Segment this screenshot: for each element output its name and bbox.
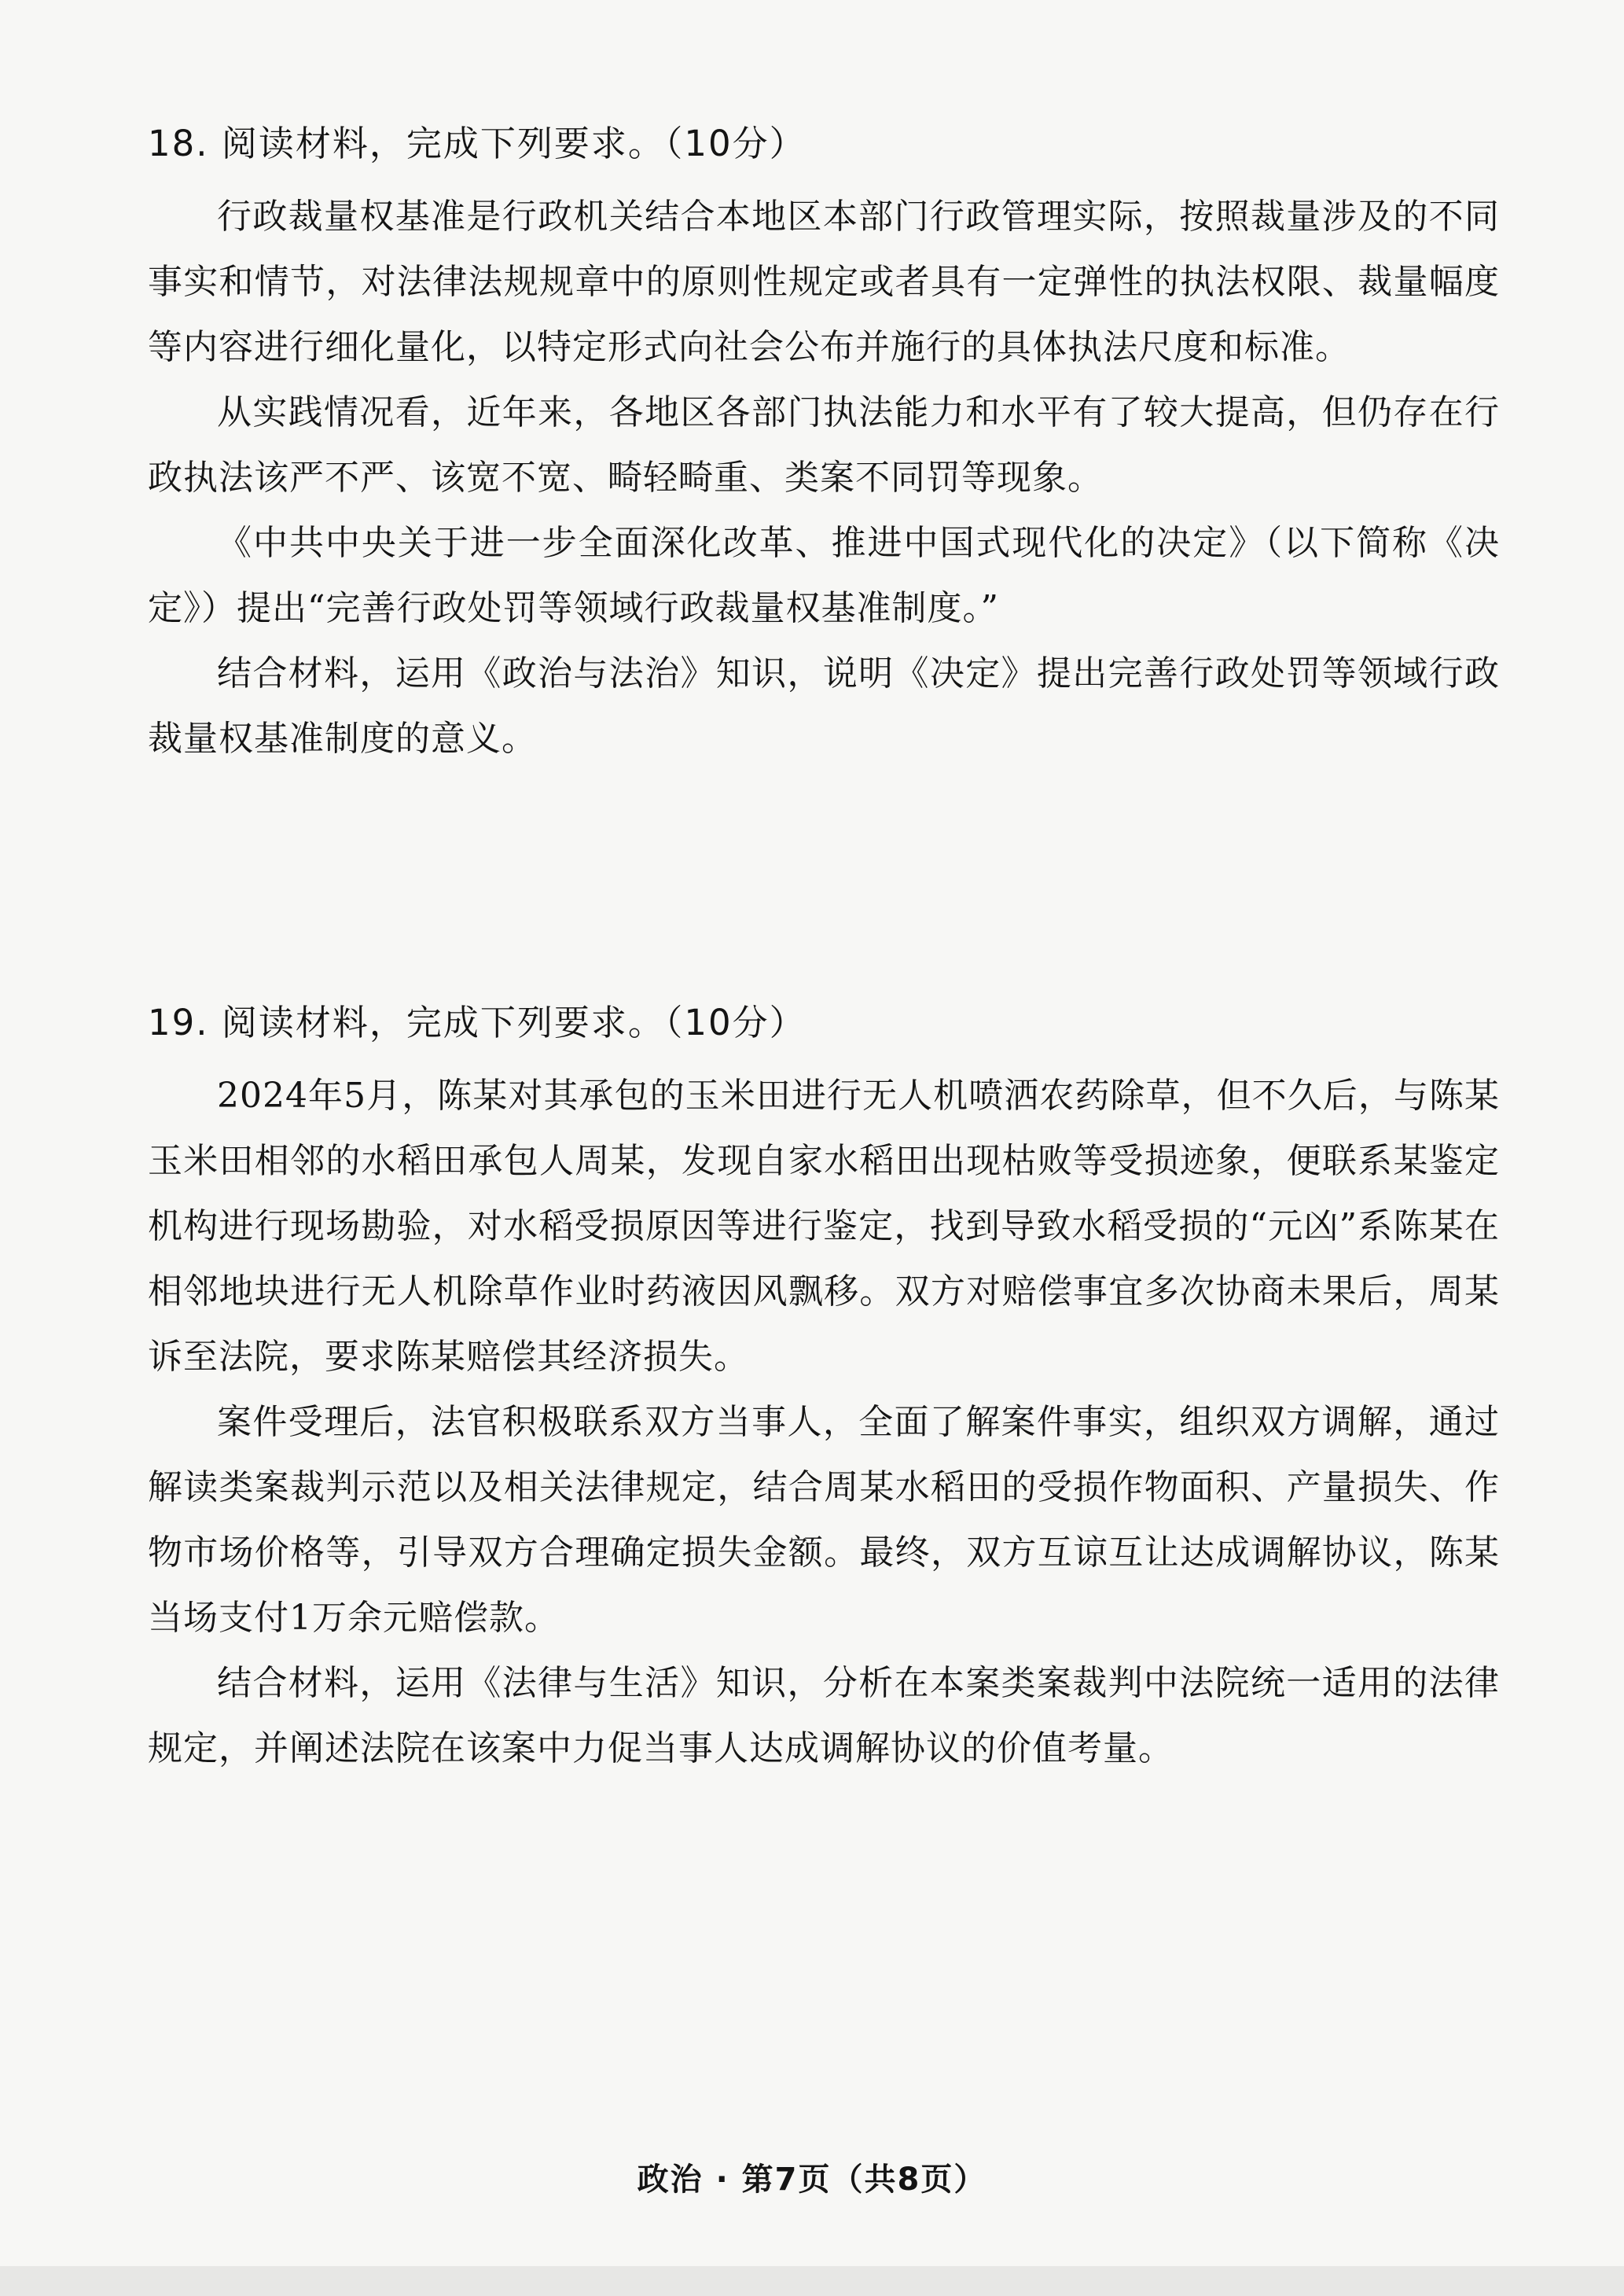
scan-edge xyxy=(0,2266,1624,2296)
question-19-heading: 19. 阅读材料，完成下列要求。（10分） xyxy=(148,1002,806,1043)
question-19-material-2: 案件受理后，法官积极联系双方当事人，全面了解案件事实，组织双方调解，通过解读类案裁判示范以及相关法律规定，结合周某水稻田的受损作物面积、产量损失、作物市场价格等，引导双方合理确定损失金额。最终，双方互谅互让达成调解协议，陈某当场支付1万余元赔偿款。 xyxy=(148,1402,1500,1638)
page-footer: 政治 · 第7页（共8页） xyxy=(637,2162,987,2198)
question-19-material-1: 2024年5月，陈某对其承包的玉米田进行无人机喷洒农药除草，但不久后，与陈某玉米田相邻的水稻田承包人周某，发现自家水稻田出现枯败等受损迹象，便联系某鉴定机构进行现场勘验，对水稻受损原因等进行鉴定，找到导致水稻受损的“元凶”系陈某在相邻地块进行无人机除草作业时药液因风飘移。双方对赔偿事宜多次协商未果后，周某诉至法院，要求陈某赔偿其经济损失。 xyxy=(148,1076,1500,1377)
question-19-task: 结合材料，运用《法律与生活》知识，分析在本案类案裁判中法院统一适用的法律规定，并阐述法院在该案中力促当事人达成调解协议的价值考量。 xyxy=(148,1663,1500,1768)
question-18-heading: 18. 阅读材料，完成下列要求。（10分） xyxy=(148,123,806,164)
question-18-task: 结合材料，运用《政治与法治》知识，说明《决定》提出完善行政处罚等领域行政裁量权基准制度的意义。 xyxy=(148,653,1500,759)
question-18 xyxy=(148,118,1500,771)
question-19 xyxy=(148,997,1500,1781)
question-18-material-3: 《中共中央关于进一步全面深化改革、推进中国式现代化的决定》（以下简称《决定》）提出“完善行政处罚等领域行政裁量权基准制度。” xyxy=(148,523,1500,628)
question-18-material-2: 从实践情况看，近年来，各地区各部门执法能力和水平有了较大提高，但仍存在行政执法该严不严、该宽不宽、畸轻畸重、类案不同罚等现象。 xyxy=(148,392,1500,498)
question-18-material-1: 行政裁量权基准是行政机关结合本地区本部门行政管理实际，按照裁量涉及的不同事实和情节，对法律法规规章中的原则性规定或者具有一定弹性的执法权限、裁量幅度等内容进行细化量化，以特定形式向社会公布并施行的具体执法尺度和标准。 xyxy=(148,197,1500,367)
